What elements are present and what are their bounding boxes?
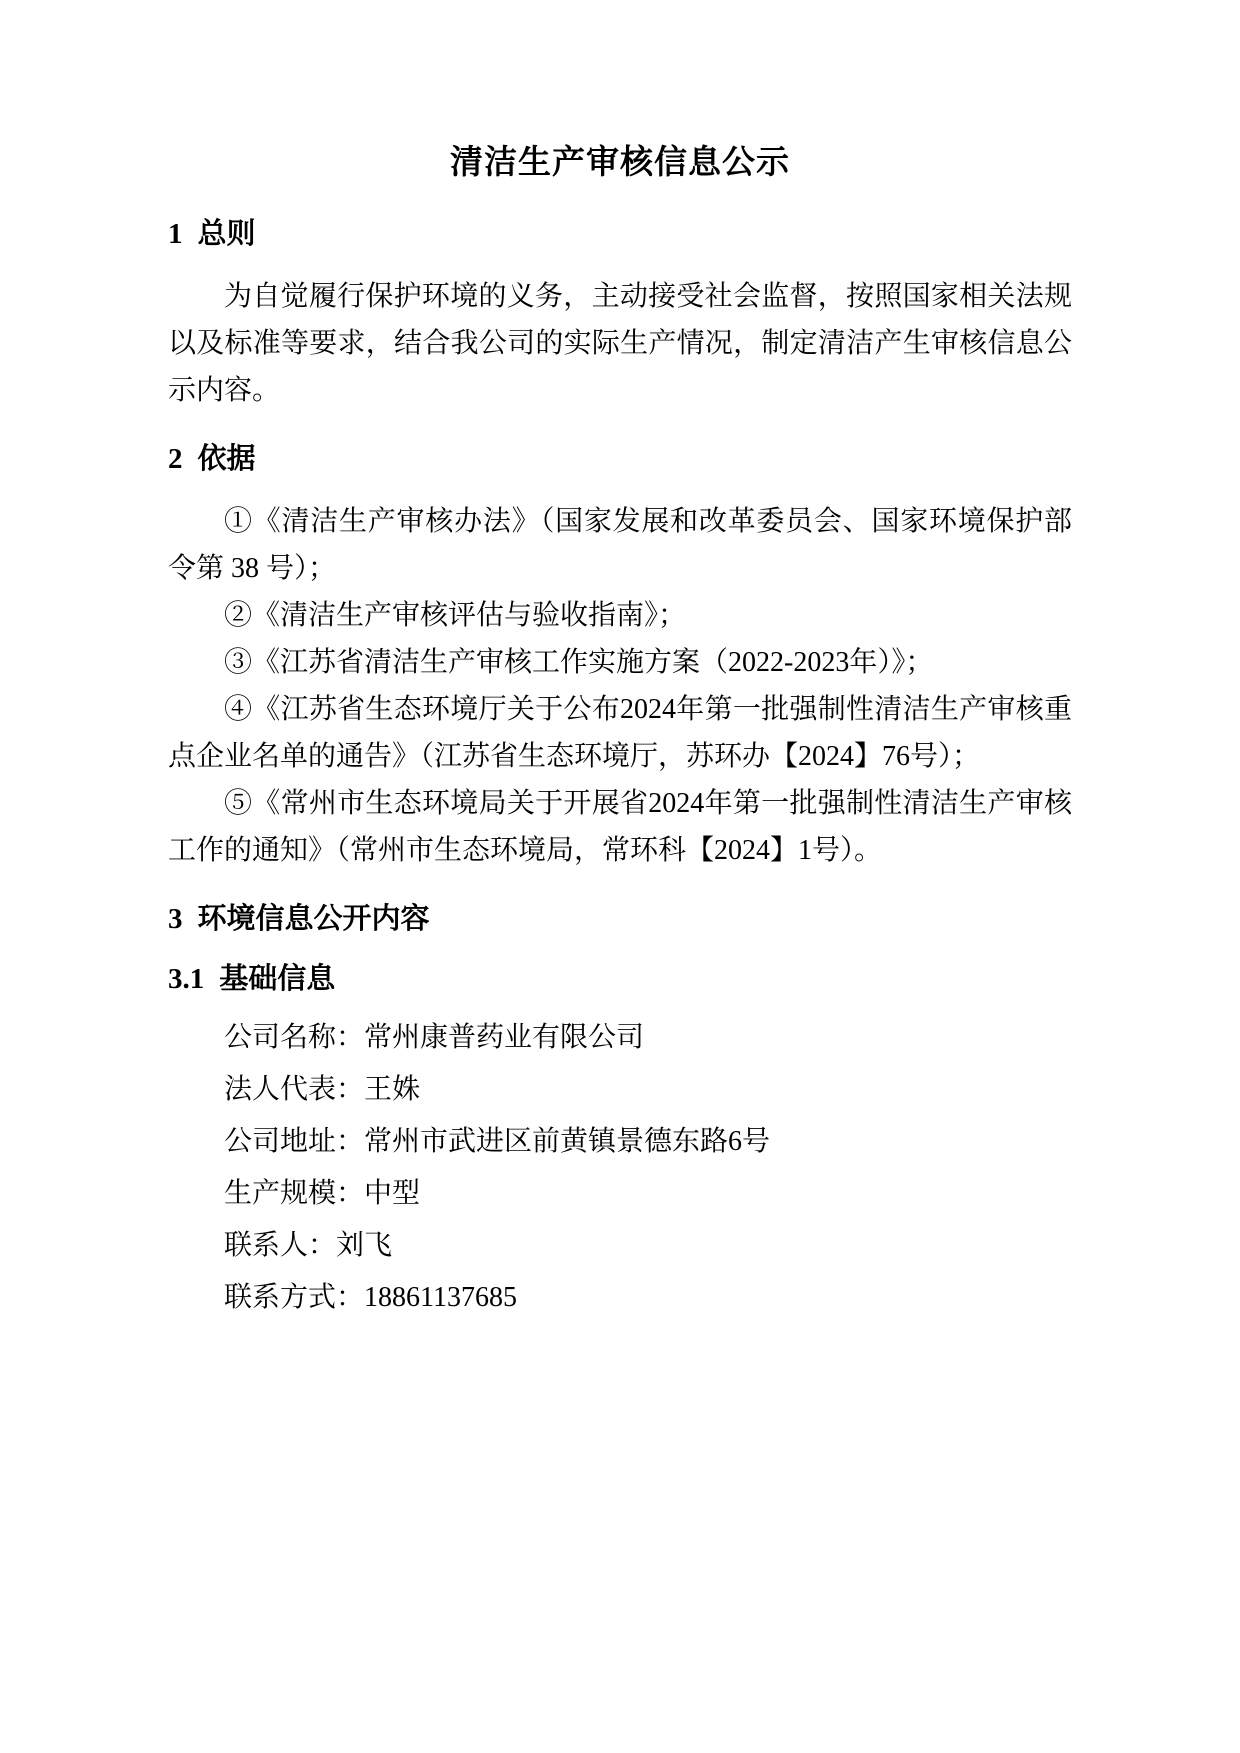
section-environment-info	[168, 900, 1072, 1324]
field-contact-phone-label: 联系方式：	[224, 1281, 365, 1313]
section-basis	[168, 440, 1072, 874]
field-company-address-label: 公司地址：	[224, 1125, 365, 1157]
reference-item-1: ①《清洁生产审核办法》（国家发展和改革委员会、国家环境保护部令第 38 号）；	[168, 505, 1072, 584]
field-contact-phone	[168, 1272, 1072, 1324]
field-legal-representative-value: 王姝	[364, 1073, 421, 1105]
field-company-address	[168, 1116, 1072, 1168]
section-2-heading	[168, 440, 1072, 478]
field-contact-phone-value: 18861137685	[364, 1281, 517, 1313]
document-title: 清洁生产审核信息公示	[450, 145, 790, 181]
section-3-1-heading	[168, 960, 1072, 998]
field-production-scale-label: 生产规模：	[224, 1177, 365, 1209]
section-1-paragraph: 为自觉履行保护环境的义务，主动接受社会监督，按照国家相关法规以及标准等要求，结合我公司的实际生产情况，制定清洁产生审核信息公示内容。	[168, 280, 1072, 406]
field-production-scale-value: 中型	[364, 1177, 421, 1209]
section-2-number: 2	[168, 442, 183, 475]
section-3-1-number: 3.1	[168, 962, 205, 995]
section-3-heading	[168, 900, 1072, 938]
section-3-label: 环境信息公开内容	[197, 902, 430, 935]
reference-item-3: ③《江苏省清洁生产审核工作实施方案（2022-2023年）》；	[224, 646, 934, 678]
reference-item-4: ④《江苏省生态环境厅关于公布2024年第一批强制性清洁生产审核重点企业名单的通告》（江苏省生态环境厅，苏环办【2024】76号）；	[168, 693, 1072, 772]
field-legal-representative	[168, 1064, 1072, 1116]
field-contact-person-value: 刘飞	[336, 1229, 393, 1261]
section-1-heading	[168, 215, 1072, 253]
section-2-label: 依据	[197, 442, 256, 475]
section-general-principles	[168, 215, 1072, 414]
section-3-number: 3	[168, 902, 183, 935]
field-company-name-value: 常州康普药业有限公司	[364, 1021, 645, 1053]
section-1-number: 1	[168, 217, 183, 250]
field-contact-person-label: 联系人：	[224, 1229, 337, 1261]
field-company-name	[168, 1012, 1072, 1064]
field-contact-person	[168, 1220, 1072, 1272]
reference-item-5: ⑤《常州市生态环境局关于开展省2024年第一批强制性清洁生产审核工作的通知》（常州市生态环境局，常环科【2024】1号）。	[168, 787, 1072, 866]
section-1-label: 总则	[197, 217, 256, 250]
reference-item-2: ②《清洁生产审核评估与验收指南》；	[224, 599, 687, 631]
section-3-1-label: 基础信息	[219, 962, 336, 995]
field-legal-representative-label: 法人代表：	[224, 1073, 365, 1105]
field-company-address-value: 常州市武进区前黄镇景德东路6号	[364, 1125, 771, 1157]
field-company-name-label: 公司名称：	[224, 1021, 365, 1053]
field-production-scale	[168, 1168, 1072, 1220]
